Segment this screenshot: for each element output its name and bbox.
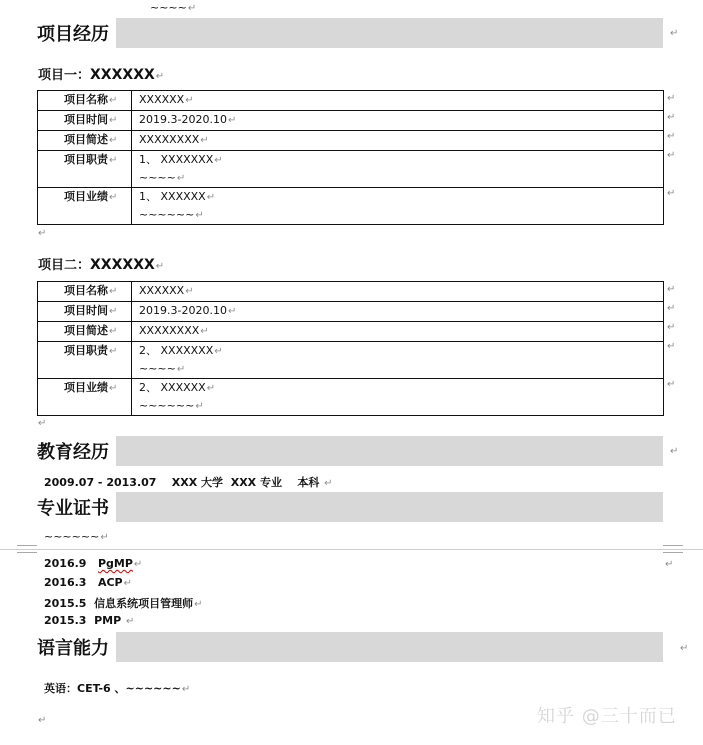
table-row bbox=[38, 131, 664, 151]
page-corner-marker bbox=[663, 545, 683, 553]
certificate-year: 2015.5 bbox=[44, 597, 87, 610]
tilde-text: ~~~~~~ bbox=[44, 530, 100, 543]
paragraph-mark-icon: ↵ bbox=[176, 173, 186, 184]
table-label-cell bbox=[38, 282, 132, 302]
table-value-cell bbox=[132, 151, 664, 188]
paragraph-mark-icon: ↵ bbox=[185, 95, 194, 106]
certificate-year: 2016.3 bbox=[44, 576, 87, 589]
value-line bbox=[139, 169, 663, 187]
cell-text: 项目职责 bbox=[64, 153, 108, 166]
paragraph-mark-icon: ↵ bbox=[38, 418, 47, 429]
table-row bbox=[38, 111, 664, 131]
paragraph-mark-icon: ↵ bbox=[109, 95, 118, 106]
paragraph-mark-icon: ↵ bbox=[185, 286, 194, 297]
language-text: 英语：CET-6 、~~~~~~ bbox=[44, 682, 181, 695]
row-end-mark-icon: ↵ bbox=[667, 93, 676, 104]
certificate-item bbox=[44, 614, 134, 627]
cell-text: 项目简述 bbox=[64, 324, 108, 337]
section-header-languages bbox=[37, 632, 663, 662]
table-row bbox=[38, 151, 664, 188]
project-title bbox=[38, 64, 164, 83]
top-tilde-line bbox=[150, 1, 196, 14]
paragraph-mark-icon: ↵ bbox=[195, 210, 204, 221]
cell-text: 1、 XXXXXX bbox=[139, 190, 206, 203]
paragraph-mark-icon: ↵ bbox=[200, 135, 209, 146]
paragraph-mark-icon: ↵ bbox=[214, 346, 223, 357]
table-row bbox=[38, 302, 664, 322]
cell-text: ~~~~~~ bbox=[139, 208, 195, 221]
table-label-cell bbox=[38, 188, 132, 225]
row-end-mark-icon: ↵ bbox=[667, 341, 676, 352]
education-degree: 本科 bbox=[297, 476, 320, 489]
table-label-cell bbox=[38, 131, 132, 151]
paragraph-mark-icon: ↵ bbox=[109, 383, 118, 394]
paragraph-mark-icon: ↵ bbox=[100, 532, 109, 543]
row-end-mark-icon: ↵ bbox=[667, 379, 676, 390]
cell-text: 项目名称 bbox=[64, 284, 108, 297]
certificate-year: 2015.3 bbox=[44, 614, 87, 627]
project-prefix: 项目一： bbox=[38, 68, 91, 83]
certificates-tilde-line bbox=[44, 530, 109, 543]
paragraph-mark-icon: ↵ bbox=[109, 346, 118, 357]
certificate-year: 2016.9 bbox=[44, 557, 87, 570]
table-label-cell bbox=[38, 111, 132, 131]
project-title bbox=[38, 254, 164, 273]
table-label-cell bbox=[38, 322, 132, 342]
paragraph-mark-icon: ↵ bbox=[109, 115, 118, 126]
cell-text: ~~~~ bbox=[139, 362, 176, 375]
project-prefix: 项目二： bbox=[38, 258, 91, 273]
table-label-cell bbox=[38, 342, 132, 379]
paragraph-mark-icon: ↵ bbox=[109, 155, 118, 166]
value-line bbox=[139, 379, 663, 397]
section-bar bbox=[116, 18, 663, 48]
paragraph-mark-icon: ↵ bbox=[194, 599, 203, 610]
table-value-cell bbox=[132, 379, 664, 416]
cell-text: ~~~~ bbox=[139, 171, 176, 184]
paragraph-mark-icon: ↵ bbox=[214, 155, 223, 166]
paragraph-mark-icon: ↵ bbox=[187, 3, 197, 14]
paragraph-mark-icon: ↵ bbox=[109, 192, 118, 203]
cell-text: XXXXXX bbox=[139, 284, 185, 297]
cell-text: 项目时间 bbox=[64, 113, 108, 126]
value-line bbox=[139, 188, 663, 206]
table-value-cell bbox=[132, 322, 664, 342]
paragraph-mark-icon: ↵ bbox=[155, 261, 165, 272]
cell-text: 项目时间 bbox=[64, 304, 108, 317]
section-title: 项目经历 bbox=[37, 18, 113, 48]
paragraph-mark-icon: ↵ bbox=[670, 446, 679, 457]
section-bar bbox=[116, 492, 663, 522]
cell-text: 项目业绩 bbox=[64, 190, 108, 203]
paragraph-mark-icon: ↵ bbox=[109, 286, 118, 297]
cell-text: 2、 XXXXXXX bbox=[139, 344, 214, 357]
row-end-mark-icon: ↵ bbox=[667, 112, 676, 123]
paragraph-mark-icon: ↵ bbox=[38, 228, 47, 239]
cell-text: XXXXXXXX bbox=[139, 324, 200, 337]
paragraph-mark-icon: ↵ bbox=[680, 643, 689, 654]
table-row bbox=[38, 91, 664, 111]
value-line bbox=[139, 397, 663, 415]
paragraph-mark-icon: ↵ bbox=[123, 578, 132, 589]
table-row bbox=[38, 282, 664, 302]
cell-text: 项目业绩 bbox=[64, 381, 108, 394]
value-line bbox=[139, 342, 663, 360]
table-row bbox=[38, 342, 664, 379]
section-header-projects bbox=[37, 18, 663, 48]
paragraph-mark-icon: ↵ bbox=[181, 684, 191, 695]
certificate-item bbox=[44, 576, 132, 589]
page-corner-marker bbox=[17, 545, 37, 553]
table-value-cell bbox=[132, 188, 664, 225]
table-row bbox=[38, 379, 664, 416]
section-title: 语言能力 bbox=[37, 632, 113, 662]
education-school: XXX 大学 bbox=[171, 476, 224, 489]
project-table bbox=[37, 90, 664, 225]
education-line bbox=[44, 474, 333, 490]
row-end-mark-icon: ↵ bbox=[667, 131, 676, 142]
section-title: 教育经历 bbox=[37, 436, 113, 466]
section-title: 专业证书 bbox=[37, 492, 113, 522]
row-end-mark-icon: ↵ bbox=[667, 284, 676, 295]
paragraph-mark-icon: ↵ bbox=[227, 115, 237, 126]
cell-text: XXXXXX bbox=[139, 93, 185, 106]
project-name: XXXXXX bbox=[90, 67, 155, 83]
certificate-item bbox=[44, 595, 203, 611]
certificate-item bbox=[44, 557, 142, 570]
table-value-cell bbox=[132, 111, 664, 131]
cell-text: 项目职责 bbox=[64, 344, 108, 357]
paragraph-mark-icon: ↵ bbox=[670, 28, 679, 39]
paragraph-mark-icon: ↵ bbox=[109, 326, 118, 337]
cell-text: 1、 XXXXXXX bbox=[139, 153, 214, 166]
cell-text: 2、 XXXXXX bbox=[139, 381, 206, 394]
paragraph-mark-icon: ↵ bbox=[155, 71, 165, 82]
certificate-name: PgMP bbox=[97, 557, 133, 570]
paragraph-mark-icon: ↵ bbox=[109, 306, 118, 317]
paragraph-mark-icon: ↵ bbox=[206, 383, 216, 394]
education-major: XXX 专业 bbox=[230, 476, 282, 489]
section-bar bbox=[116, 436, 663, 466]
cell-text: XXXXXXXX bbox=[139, 133, 200, 146]
table-label-cell bbox=[38, 302, 132, 322]
paragraph-mark-icon: ↵ bbox=[176, 364, 186, 375]
table-value-cell bbox=[132, 131, 664, 151]
cell-text: 项目名称 bbox=[64, 93, 108, 106]
row-end-mark-icon: ↵ bbox=[667, 150, 676, 161]
table-label-cell bbox=[38, 379, 132, 416]
top-tilde-text: ~~~~ bbox=[150, 1, 187, 14]
education-period: 2009.07 - 2013.07 bbox=[44, 476, 157, 489]
value-line bbox=[139, 360, 663, 378]
paragraph-mark-icon: ↵ bbox=[133, 559, 143, 570]
section-header-education bbox=[37, 436, 663, 466]
paragraph-mark-icon: ↵ bbox=[206, 192, 216, 203]
cell-text: 2019.3-2020.10 bbox=[139, 113, 227, 126]
watermark: 知乎 @三十而已 bbox=[537, 706, 677, 727]
cell-text: ~~~~~~ bbox=[139, 399, 195, 412]
cell-text: 2019.3-2020.10 bbox=[139, 304, 227, 317]
table-value-cell bbox=[132, 342, 664, 379]
paragraph-mark-icon: ↵ bbox=[227, 306, 237, 317]
section-bar bbox=[116, 632, 663, 662]
project-table bbox=[37, 281, 664, 416]
certificate-name: 信息系统项目管理师 bbox=[94, 597, 194, 610]
paragraph-mark-icon: ↵ bbox=[126, 616, 135, 627]
paragraph-mark-icon: ↵ bbox=[38, 715, 47, 726]
row-end-mark-icon: ↵ bbox=[667, 322, 676, 333]
paragraph-mark-icon: ↵ bbox=[195, 401, 204, 412]
table-value-cell bbox=[132, 91, 664, 111]
table-label-cell bbox=[38, 91, 132, 111]
table-row bbox=[38, 322, 664, 342]
row-end-mark-icon: ↵ bbox=[667, 188, 676, 199]
row-end-mark-icon: ↵ bbox=[667, 303, 676, 314]
value-line bbox=[139, 151, 663, 169]
table-value-cell bbox=[132, 282, 664, 302]
table-label-cell bbox=[38, 151, 132, 188]
paragraph-mark-icon: ↵ bbox=[109, 135, 118, 146]
language-line bbox=[44, 680, 190, 696]
table-value-cell bbox=[132, 302, 664, 322]
page-break-line bbox=[0, 549, 703, 550]
paragraph-mark-icon: ↵ bbox=[324, 478, 333, 489]
paragraph-mark-icon: ↵ bbox=[665, 559, 674, 570]
section-header-certificates bbox=[37, 492, 663, 522]
paragraph-mark-icon: ↵ bbox=[200, 326, 209, 337]
project-name: XXXXXX bbox=[90, 257, 155, 273]
certificate-name: ACP bbox=[97, 576, 123, 589]
value-line bbox=[139, 206, 663, 224]
cell-text: 项目简述 bbox=[64, 133, 108, 146]
table-row bbox=[38, 188, 664, 225]
certificate-name: PMP bbox=[94, 614, 122, 627]
